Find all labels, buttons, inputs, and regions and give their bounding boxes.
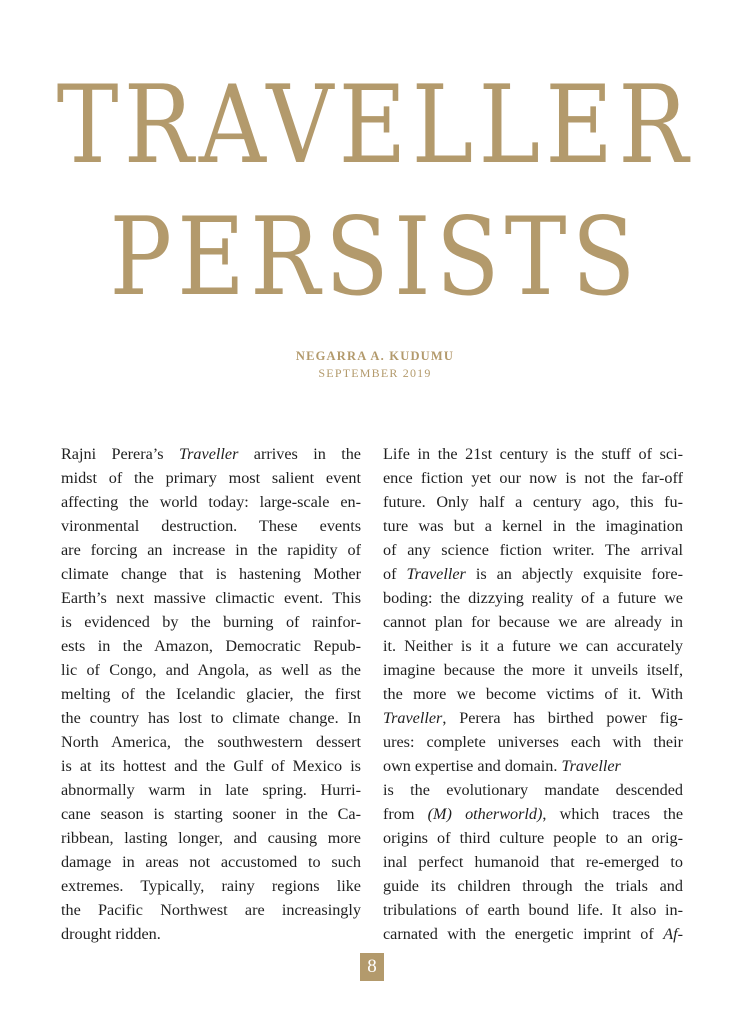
body-line: vironmental destruction. These events bbox=[61, 517, 361, 535]
body-line: melting of the Icelandic glacier, the first bbox=[61, 685, 361, 703]
body-line: Traveller, Perera has birthed power fig- bbox=[383, 709, 683, 727]
body-line: it. Neither is it a future we can accurately bbox=[383, 637, 683, 655]
right-column bbox=[383, 442, 683, 946]
byline bbox=[0, 348, 750, 382]
body-line: from (M) otherworld), which traces the bbox=[383, 805, 684, 823]
body-line: tribulations of earth bound life. It also in- bbox=[383, 901, 683, 919]
title-line-2: PERSISTS bbox=[109, 195, 641, 320]
body-line: guide its children through the trials and bbox=[383, 877, 683, 895]
body-line: cannot plan for because we are already in bbox=[383, 613, 683, 631]
body-line: affecting the world today: large-scale en- bbox=[61, 493, 361, 511]
body-line: imagine because the more it unveils itself, bbox=[383, 661, 683, 679]
body-line: the Pacific Northwest are increasingly bbox=[61, 901, 361, 919]
body-line: midst of the primary most salient event bbox=[61, 469, 361, 487]
body-line: ence fiction yet our now is not the far-off bbox=[383, 469, 683, 487]
body-line: North America, the southwestern dessert bbox=[61, 733, 361, 751]
body-line: of any science fiction writer. The arrival bbox=[383, 541, 683, 559]
body-line: drought ridden. bbox=[61, 925, 161, 943]
body-line: Earth’s next massive climactic event. This bbox=[61, 589, 361, 607]
author-name: NEGARRA A. KUDUMU bbox=[295, 349, 455, 363]
body-line: is at its hottest and the Gulf of Mexico is bbox=[61, 757, 361, 775]
body-line: the more we become victims of it. With bbox=[383, 685, 683, 703]
body-line: damage in areas not accustomed to such bbox=[61, 853, 361, 871]
body-line: origins of third culture people to an orig- bbox=[383, 829, 683, 847]
body-line: Rajni Perera’s Traveller arrives in the bbox=[61, 445, 361, 463]
body-line: future. Only half a century ago, this fu- bbox=[383, 493, 683, 511]
page-number: 8 bbox=[360, 953, 384, 981]
title-line-1: TRAVELLER bbox=[56, 63, 694, 188]
body-line: is the evolutionary mandate descended bbox=[383, 781, 683, 799]
body-line: is evidenced by the burning of rainfor- bbox=[61, 613, 361, 631]
body-line: of Traveller is an abjectly exquisite fore- bbox=[383, 565, 684, 583]
body-line: carnated with the energetic imprint of Af- bbox=[383, 925, 683, 943]
body-line: ture was but a kernel in the imagination bbox=[383, 517, 683, 535]
body-line: cane season is starting sooner in the Ca- bbox=[61, 805, 361, 823]
body-line: lic of Congo, and Angola, as well as the bbox=[61, 661, 361, 679]
body-line: extremes. Typically, rainy regions like bbox=[61, 877, 361, 895]
body-line: ribbean, lasting longer, and causing more bbox=[61, 829, 361, 847]
article-title bbox=[0, 60, 750, 324]
body-line: ures: complete universes each with their bbox=[383, 733, 683, 751]
body-line: boding: the dizzying reality of a future we bbox=[383, 589, 683, 607]
left-column bbox=[61, 442, 361, 946]
body-line: climate change that is hastening Mother bbox=[61, 565, 361, 583]
body-line: ests in the Amazon, Democratic Repub- bbox=[61, 637, 361, 655]
body-line: inal perfect humanoid that re-emerged to bbox=[383, 853, 683, 871]
publication-date: SEPTEMBER 2019 bbox=[318, 366, 432, 380]
body-line: the country has lost to climate change. In bbox=[61, 709, 361, 727]
body-line: abnormally warm in late spring. Hurri- bbox=[61, 781, 361, 799]
body-line: are forcing an increase in the rapidity of bbox=[61, 541, 361, 559]
body-line: Life in the 21st century is the stuff of sci- bbox=[383, 445, 683, 463]
body-line: own expertise and domain. Traveller bbox=[383, 757, 621, 775]
